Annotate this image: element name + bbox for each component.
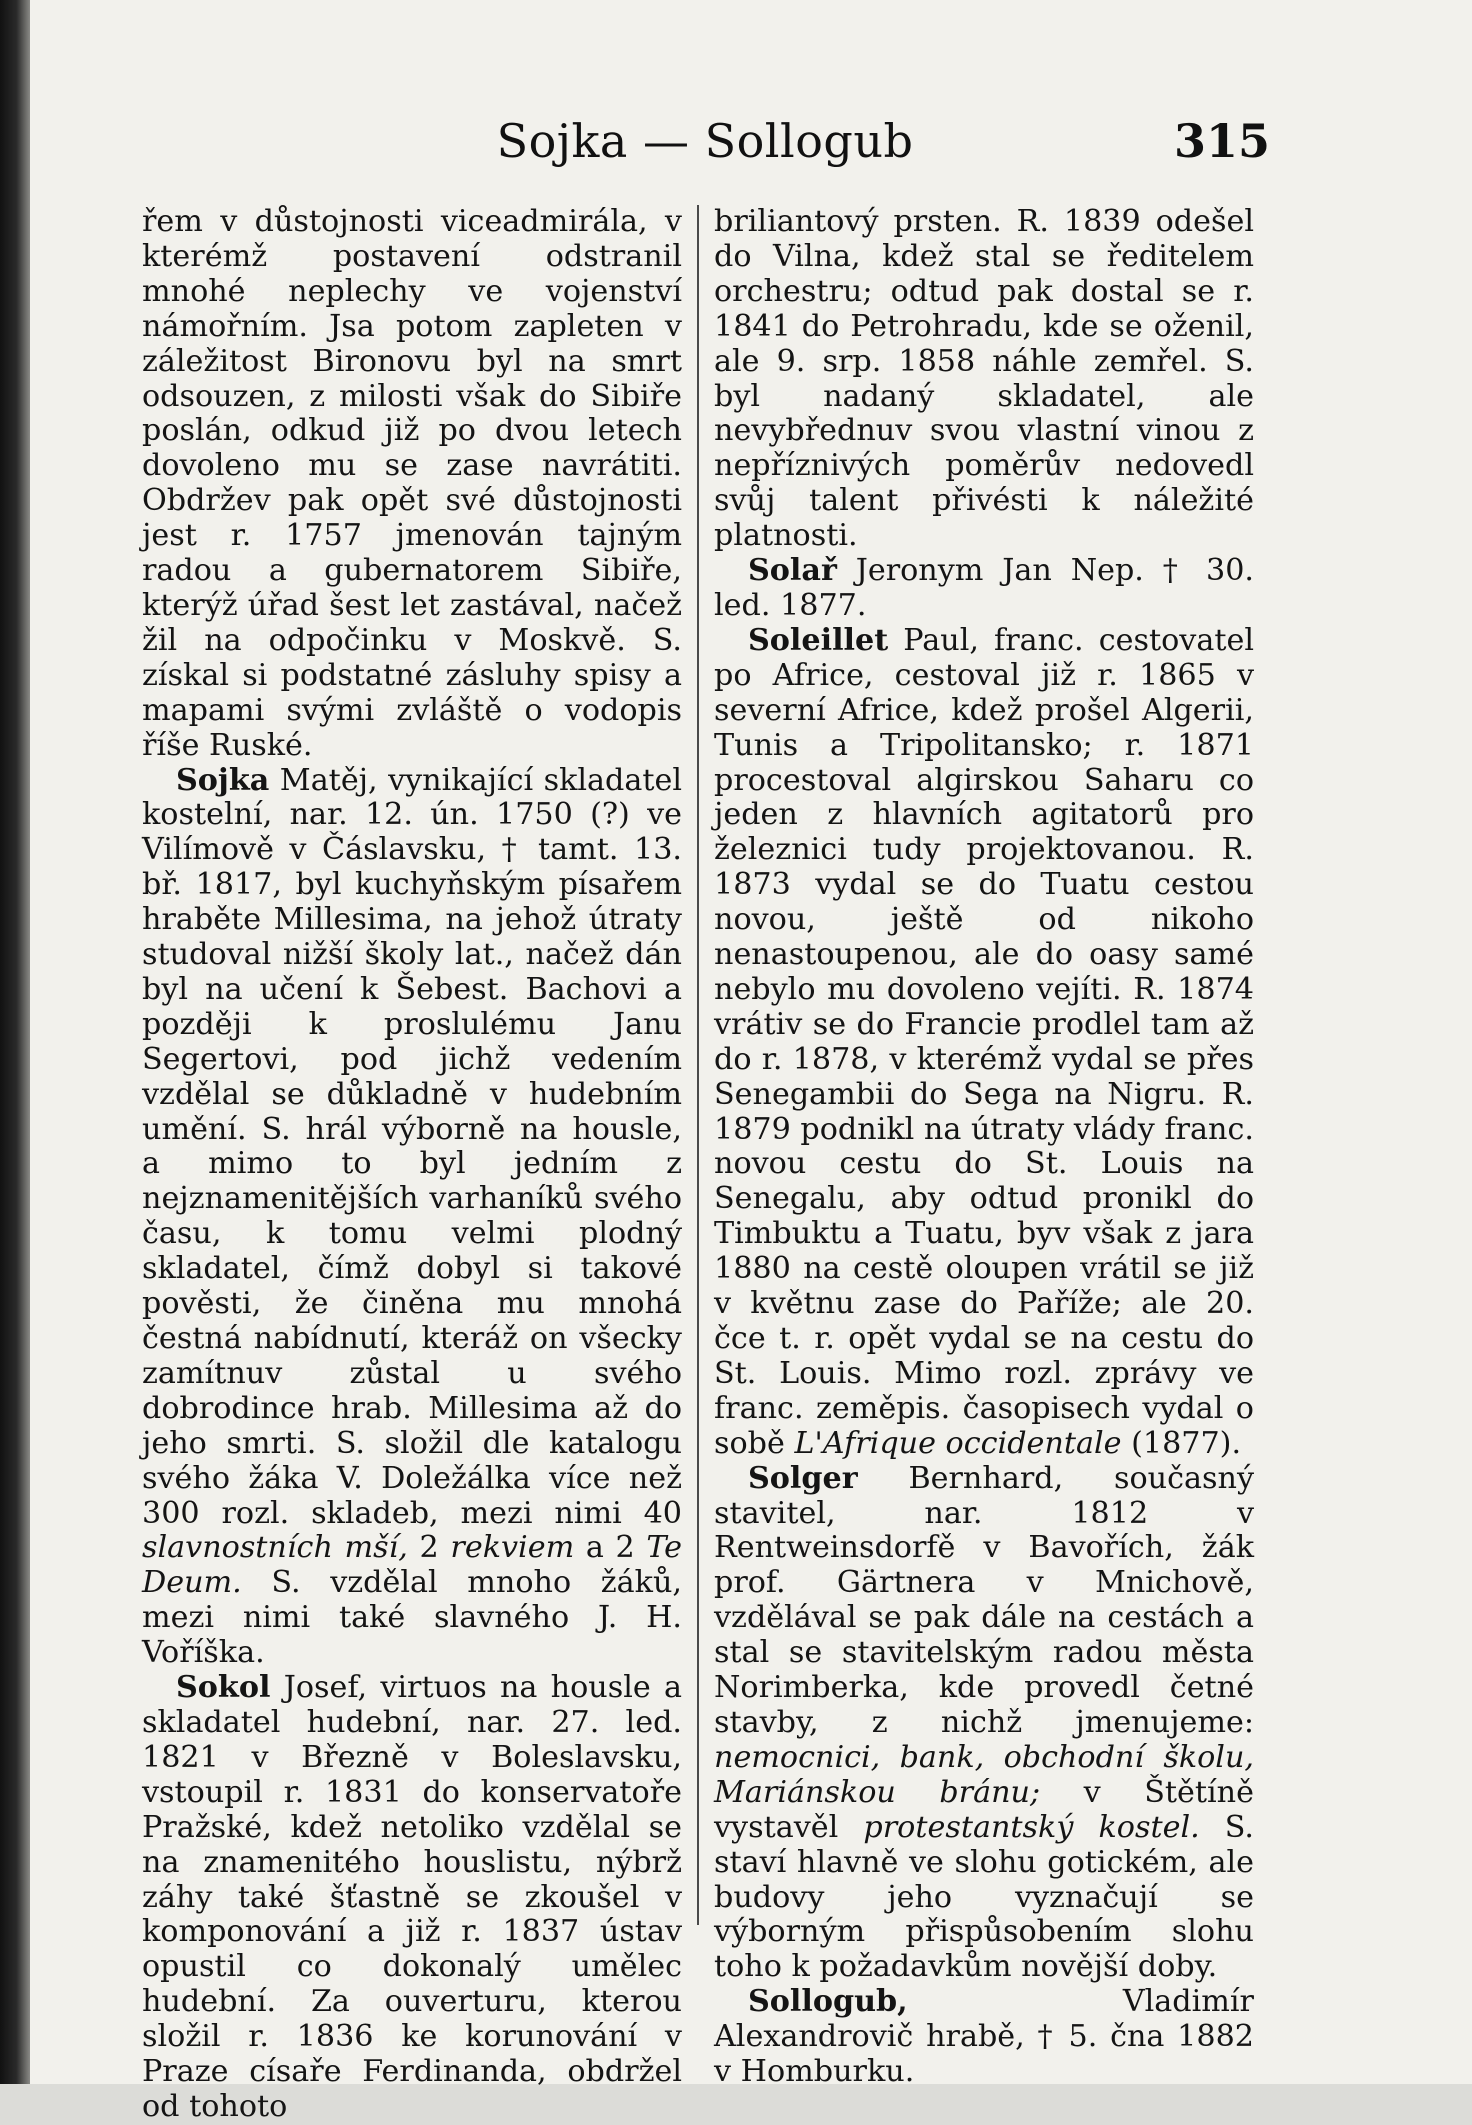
- entry-text: Bernhard, současný stavitel, nar. 1812 v Rentweinsdorfě v Bavořích, žák prof. Gärtnera v Mnichově, vzdělával se pak dále na cestách a stal se stavitelským radou města Norimberka, kde provedl četné stavby, z nichž jmenujeme:: [714, 1460, 1254, 1740]
- entry-solar: [714, 554, 1254, 624]
- italic-title: Te Deum.: [142, 1530, 682, 1601]
- entry-solger: [714, 1462, 1254, 1986]
- italic-title: nemocnici, bank, obchodní školu, Mariánskou bránu;: [714, 1739, 1254, 1810]
- headword-sollogub: Sollogub,: [748, 1984, 908, 2020]
- entry-text: S. vzdělal mnoho žáků, mezi nimi také slavného J. H. Voříška.: [142, 1565, 682, 1671]
- entry-text: v Štětíně vystavěl: [714, 1774, 1254, 1845]
- headword-solger: Solger: [748, 1460, 858, 1496]
- headword-sojka: Sojka: [176, 762, 270, 798]
- running-head: Sojka — Sollogub: [496, 114, 914, 168]
- right-column: [714, 205, 1254, 2090]
- italic-title: rekviem: [450, 1530, 575, 1566]
- page-number: 315: [1173, 114, 1270, 168]
- italic-title: protestantský kostel.: [863, 1809, 1200, 1845]
- entry-text: Vladimír Alexandrovič hrabě, † 5. čna 1882 v Homburku.: [714, 1984, 1254, 2090]
- entry-text: Paul, franc. cestovatel po Africe, cestoval již r. 1865 v severní Africe, kdež prošel Algerii, Tunis a Tripolitansko; r. 1871 procestoval algirskou Saharu co jeden z hlavních agitatorů pro železnici tudy projektovanou. R. 1873 vydal se do Tuatu cestou novou, ještě od nikoho nenastoupenou, ale do oasy samé nebylo mu dovoleno vejíti. R. 1874 vrátiv se do Francie prodlel tam až do r. 1878, v kterémž vydal se přes Senegambii do Sega na Nigru. R. 1879 podnikl na útraty vlády franc. novou cestu do St. Louis na Senegalu, aby odtud pronikl do Timbuktu a Tuatu, byv však z jara 1880 na cestě oloupen vrátil se již v květnu zase do Paříže; ale 20. čce t. r. opět vydal se na cestu do St. Louis. Mimo rozl. zprávy ve franc. zeměpis. časopisech vydal o sobě: [714, 622, 1254, 1461]
- entry-text: a 2: [574, 1530, 647, 1566]
- book-spine-shadow: [0, 0, 30, 2084]
- entry-text: 2: [407, 1530, 451, 1566]
- headword-solar: Solař: [748, 553, 837, 589]
- headword-sokol: Sokol: [176, 1670, 271, 1706]
- page-header: [140, 108, 1270, 178]
- italic-title: L'Afrique occidentale: [794, 1425, 1122, 1461]
- entry-text: (1877).: [1121, 1425, 1242, 1461]
- entry-text: Josef, virtuos na housle a skladatel hudební, nar. 27. led. 1821 v Březně v Boleslavsku, vstoupil r. 1831 do konservatoře Pražské, kdež netoliko vzdělal se na znamenitého houslistu, nýbrž záhy také šťastně se zkoušel v komponování a již r. 1837 ústav opustil co dokonalý umělec hudební. Za ouverturu, kterou složil r. 1836 ke korunování v Praze císaře Ferdinanda, obdržel od tohoto: [142, 1670, 682, 2124]
- entry-sojka: [142, 764, 682, 1672]
- entry-text: S. staví hlavně ve slohu gotickém, ale budovy jeho vyznačují se výborným přispůsobením slohu toho k požadavkům novější doby.: [714, 1809, 1255, 1985]
- italic-title: slavnostních mší,: [142, 1530, 408, 1566]
- entry-sollogub: [714, 1985, 1254, 2090]
- entry-text: Jeronym Jan Nep. † 30. led. 1877.: [714, 553, 1254, 623]
- entry-sokol: [142, 1671, 682, 2125]
- headword-soleillet: Soleillet: [748, 622, 889, 658]
- entry-continuation: briliantový prsten. R. 1839 odešel do Vilna, kdež stal se ředitelem orchestru; odtud pak dostal se r. 1841 do Petrohradu, kde se oženil, ale 9. srp. 1858 náhle zemřel. S. byl nadaný skladatel, ale nevybřednuv svou vlastní vinou z nepříznivých poměrův nedovedl svůj talent přivésti k náležité platnosti.: [714, 204, 1254, 554]
- entry-text: Matěj, vynikající skladatel kostelní, nar. 12. ún. 1750 (?) ve Vilímově v Čáslavsku, † tamt. 13. bř. 1817, byl kuchyňským písařem hraběte Millesima, na jehož útraty studoval nižší školy lat., načež dán byl na učení k Šebest. Bachovi a později k proslulému Janu Segertovi, pod jichž vedením vzdělal se důkladně v hudebním umění. S. hrál výborně na housle, a mimo to byl jedním z nejznamenitějších varhaníků svého času, k tomu velmi plodný skladatel, čímž dobyl si takové pověsti, že činěna mu mnohá čestná nabídnutí, kteráž on všecky zamítnuv zůstal u svého dobrodince hrab. Millesima až do jeho smrti. S. složil dle katalogu svého žáka V. Doležálka více než 300 rozl. skladeb, mezi nimi 40: [142, 762, 682, 1531]
- left-column: [142, 205, 682, 2125]
- entry-continuation: řem v důstojnosti viceadmirála, v kterémž postavení odstranil mnohé neplechy ve vojenství námořním. Jsa potom zapleten v záležitost Bironovu byl na smrt odsouzen, z milosti však do Sibiře poslán, odkud již po dvou letech dovoleno mu se zase navrátiti. Obdržev pak opět své důstojnosti jest r. 1757 jmenován tajným radou a gubernatorem Sibiře, kterýž úřad šest let zastával, načež žil na odpočinku v Moskvě. S. získal si podstatné zásluhy spisy a mapami svými zvláště o vodopis říše Ruské.: [142, 204, 682, 763]
- column-divider: [697, 205, 699, 1925]
- entry-soleillet: [714, 624, 1254, 1462]
